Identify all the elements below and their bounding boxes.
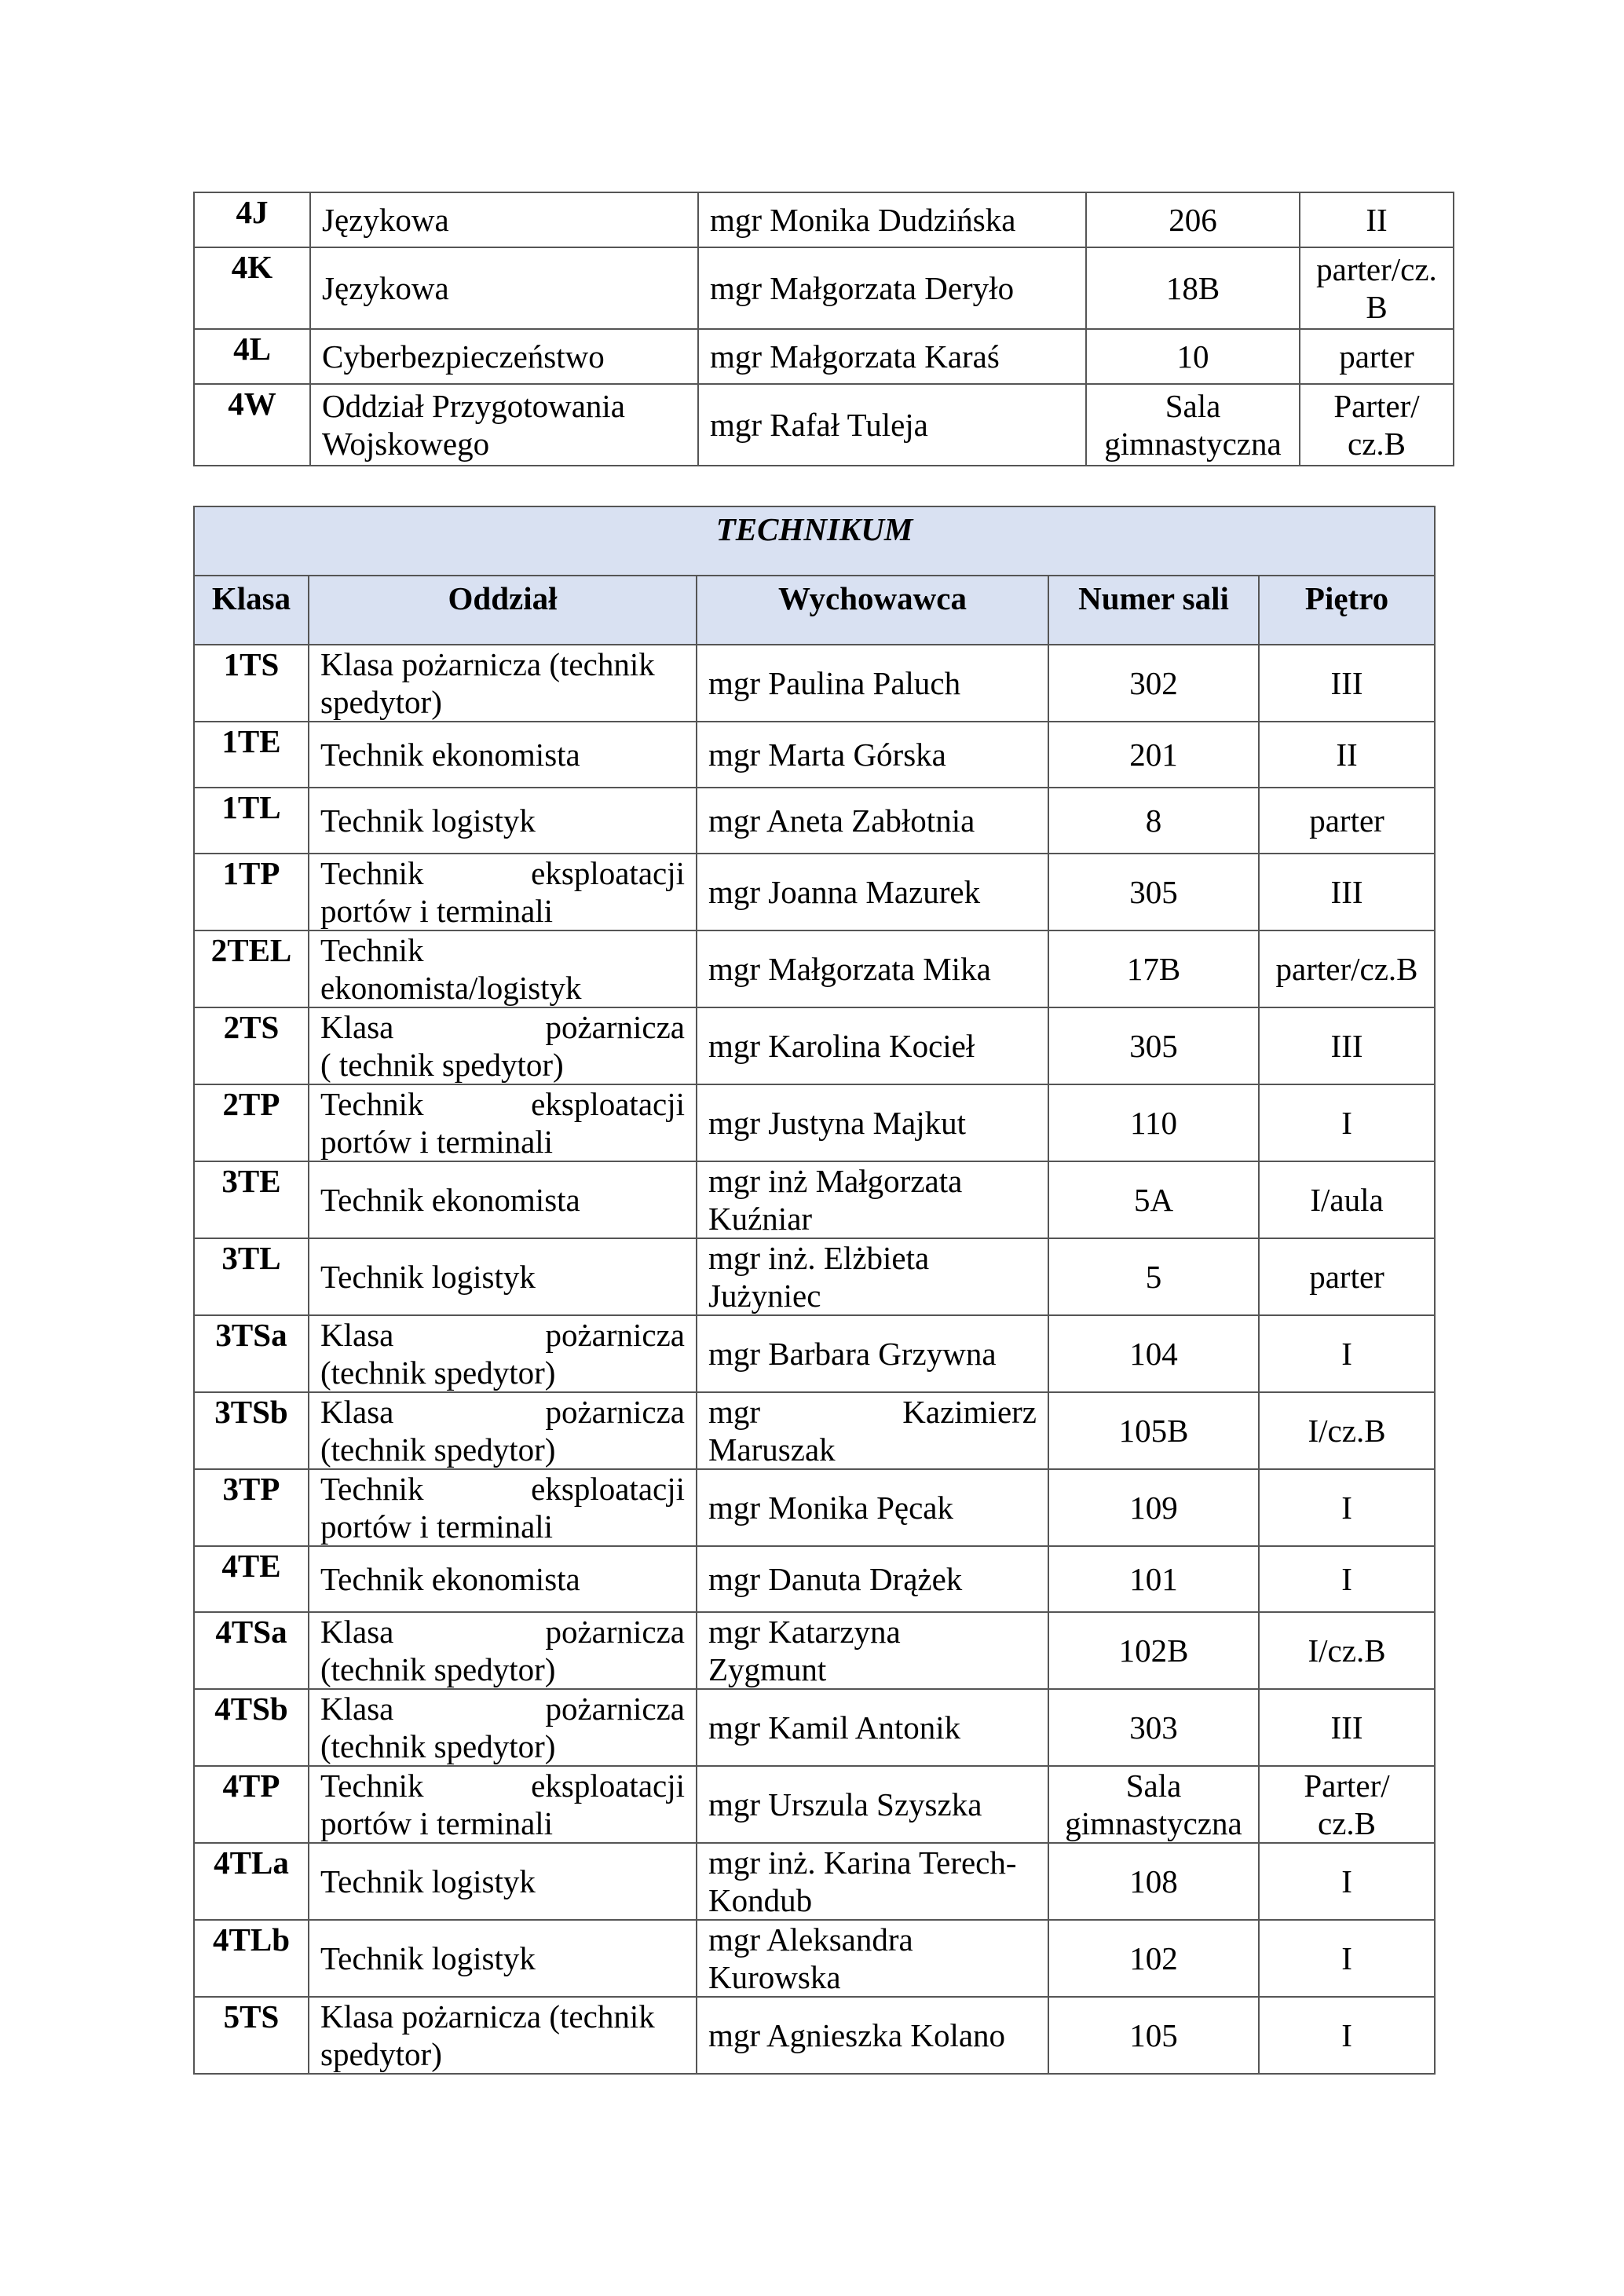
cell-klasa: 4TP [194, 1766, 309, 1843]
cell-klasa: 1TE [194, 722, 309, 788]
cell-pietro-line: parter [1339, 338, 1414, 375]
cell-oddzial [309, 930, 697, 1007]
cell-wychowawca-line: mgr Małgorzata Karaś [710, 338, 1000, 375]
table-row [194, 329, 1454, 384]
cell-wychowawca-line: Kuźniar [708, 1201, 813, 1237]
cell-numer-sali [1048, 1920, 1259, 1997]
technikum-table [193, 506, 1436, 2075]
cell-pietro-line: I [1341, 1105, 1352, 1141]
cell-numer-sali [1048, 1469, 1259, 1546]
cell-wychowawca [697, 930, 1048, 1007]
cell-wychowawca [697, 1546, 1048, 1612]
table-row [194, 722, 1435, 788]
cell-pietro [1259, 1612, 1435, 1689]
cell-pietro [1259, 1007, 1435, 1084]
cell-pietro [1259, 1238, 1435, 1315]
cell-klasa: 3TL [194, 1238, 309, 1315]
cell-wychowawca-line: mgr Joanna Mazurek [708, 874, 981, 910]
cell-pietro-line: parter/cz. [1316, 251, 1437, 287]
table-row [194, 1546, 1435, 1612]
cell-numer-sali [1048, 1546, 1259, 1612]
cell-oddzial [310, 329, 698, 384]
cell-wychowawca-line: Zygmunt [708, 1651, 827, 1687]
cell-oddzial-line: Technik [320, 932, 424, 968]
cell-wychowawca-line: mgr Barbara Grzywna [708, 1336, 997, 1372]
cell-wychowawca-line: Kurowska [708, 1959, 841, 1995]
cell-wychowawca-line: mgr Agnieszka Kolano [708, 2017, 1006, 2053]
cell-numer-sali-line: 17B [1126, 951, 1181, 987]
cell-oddzial [309, 1392, 697, 1469]
cell-pietro [1259, 1843, 1435, 1920]
cell-numer-sali [1086, 247, 1300, 329]
cell-klasa: 2TEL [194, 930, 309, 1007]
cell-oddzial-line: Klasa pożarnicza [320, 1009, 685, 1045]
cell-numer-sali [1048, 722, 1259, 788]
cell-pietro-line: parter [1309, 803, 1384, 839]
cell-wychowawca-line: mgr Małgorzata Mika [708, 951, 991, 987]
cell-pietro [1259, 1161, 1435, 1238]
cell-wychowawca [697, 1920, 1048, 1997]
cell-oddzial [309, 854, 697, 930]
cell-numer-sali-line: 102 [1129, 1940, 1178, 1976]
cell-numer-sali [1048, 1315, 1259, 1392]
header-pietro: Piętro [1259, 576, 1435, 645]
cell-wychowawca [697, 1766, 1048, 1843]
cell-pietro-line: I [1341, 1490, 1352, 1526]
header-klasa: Klasa [194, 576, 309, 645]
cell-numer-sali [1048, 854, 1259, 930]
table-row [194, 1843, 1435, 1920]
cell-numer-sali-line: Sala [1125, 1768, 1182, 1804]
cell-oddzial-line: Technik logistyk [320, 1259, 536, 1295]
cell-wychowawca-line: mgr inż. Elżbieta [708, 1240, 930, 1276]
technikum-title: TECHNIKUM [194, 506, 1435, 576]
cell-pietro-line: III [1330, 1709, 1363, 1746]
cell-wychowawca [698, 329, 1086, 384]
cell-numer-sali [1048, 1997, 1259, 2074]
cell-numer-sali [1086, 192, 1300, 247]
table-row [194, 247, 1454, 329]
cell-numer-sali [1086, 329, 1300, 384]
cell-pietro [1259, 1689, 1435, 1766]
cell-numer-sali-line: 201 [1129, 737, 1178, 773]
cell-wychowawca [697, 1084, 1048, 1161]
cell-pietro [1259, 722, 1435, 788]
cell-numer-sali [1048, 1007, 1259, 1084]
cell-oddzial-line: Oddział Przygotowania [322, 388, 625, 424]
cell-klasa: 2TS [194, 1007, 309, 1084]
cell-oddzial-line: Technik eksploatacji [320, 1768, 685, 1804]
cell-klasa: 4W [194, 384, 310, 466]
cell-klasa: 4J [194, 192, 310, 247]
cell-klasa: 4TLa [194, 1843, 309, 1920]
cell-numer-sali [1048, 1612, 1259, 1689]
cell-numer-sali-line: 305 [1129, 1028, 1178, 1064]
cell-pietro-line: I [1341, 1336, 1352, 1372]
cell-numer-sali-line: 104 [1129, 1336, 1178, 1372]
cell-oddzial-line: Technik logistyk [320, 1863, 536, 1899]
cell-numer-sali-line: 5A [1133, 1182, 1174, 1218]
cell-klasa: 4TSb [194, 1689, 309, 1766]
cell-numer-sali-line: 18B [1165, 270, 1220, 306]
table-row [194, 854, 1435, 930]
cell-oddzial-line: portów i terminali [320, 1805, 554, 1841]
cell-numer-sali-line: 108 [1129, 1863, 1178, 1899]
cell-pietro-line: I [1341, 1561, 1352, 1597]
cell-pietro-line: cz.B [1348, 426, 1406, 462]
cell-pietro [1259, 1315, 1435, 1392]
table-row [194, 1997, 1435, 2074]
cell-wychowawca [697, 1843, 1048, 1920]
cell-pietro-line: III [1330, 1028, 1363, 1064]
cell-numer-sali [1048, 645, 1259, 722]
cell-pietro-line: I/cz.B [1308, 1413, 1386, 1449]
cell-numer-sali-line: 8 [1145, 803, 1162, 839]
cell-oddzial-line: Klasa pożarnicza (technik [320, 646, 655, 682]
cell-wychowawca-line: mgr Monika Pęcak [708, 1490, 953, 1526]
cell-oddzial [309, 1007, 697, 1084]
cell-pietro [1259, 1546, 1435, 1612]
cell-wychowawca [697, 854, 1048, 930]
cell-klasa: 4TSa [194, 1612, 309, 1689]
cell-oddzial-line: Technik logistyk [320, 803, 536, 839]
table-row [194, 1007, 1435, 1084]
cell-pietro-line: I/cz.B [1308, 1632, 1386, 1669]
cell-oddzial-line: portów i terminali [320, 893, 554, 929]
cell-oddzial-line: Wojskowego [322, 426, 490, 462]
cell-oddzial-line: Językowa [322, 202, 449, 238]
cell-pietro-line: I/aula [1310, 1182, 1384, 1218]
cell-pietro-line: I [1341, 2017, 1352, 2053]
cell-numer-sali-line: 110 [1130, 1105, 1177, 1141]
cell-pietro [1300, 247, 1454, 329]
cell-wychowawca-line: Jużyniec [708, 1278, 821, 1314]
cell-pietro-line: III [1330, 665, 1363, 701]
cell-wychowawca-line: Maruszak [708, 1431, 836, 1468]
cell-wychowawca-line: mgr inż Małgorzata [708, 1163, 963, 1199]
cell-wychowawca-line: mgr Aleksandra [708, 1921, 913, 1958]
cell-pietro-line: I [1341, 1940, 1352, 1976]
cell-oddzial-line: Klasa pożarnicza [320, 1614, 685, 1650]
cell-oddzial-line: spedytor) [320, 684, 442, 720]
cell-wychowawca-line: mgr Monika Dudzińska [710, 202, 1016, 238]
cell-wychowawca [697, 1007, 1048, 1084]
table-row [194, 645, 1435, 722]
cell-pietro [1259, 1469, 1435, 1546]
top-class-table [193, 192, 1454, 466]
cell-wychowawca [698, 384, 1086, 466]
cell-pietro-line: B [1366, 289, 1388, 325]
cell-pietro [1259, 1997, 1435, 2074]
cell-klasa: 3TP [194, 1469, 309, 1546]
cell-numer-sali [1048, 1843, 1259, 1920]
cell-numer-sali-line: gimnastyczna [1104, 426, 1282, 462]
cell-wychowawca-line: mgr Urszula Szyszka [708, 1786, 982, 1823]
table-row [194, 384, 1454, 466]
cell-wychowawca [697, 645, 1048, 722]
cell-oddzial-line: portów i terminali [320, 1124, 554, 1160]
cell-klasa: 1TL [194, 788, 309, 854]
cell-oddzial [309, 1920, 697, 1997]
cell-pietro [1259, 645, 1435, 722]
cell-wychowawca [697, 1689, 1048, 1766]
cell-oddzial [310, 384, 698, 466]
cell-numer-sali-line: 302 [1129, 665, 1178, 701]
cell-klasa: 3TE [194, 1161, 309, 1238]
cell-oddzial [310, 247, 698, 329]
table-row [194, 1766, 1435, 1843]
cell-numer-sali [1048, 1084, 1259, 1161]
cell-oddzial [309, 1546, 697, 1612]
cell-wychowawca-line: mgr Karolina Kocieł [708, 1028, 975, 1064]
cell-oddzial [309, 1469, 697, 1546]
cell-wychowawca-line: mgr Katarzyna [708, 1614, 901, 1650]
cell-klasa: 3TSa [194, 1315, 309, 1392]
cell-pietro [1259, 788, 1435, 854]
table-row [194, 1238, 1435, 1315]
cell-wychowawca [697, 722, 1048, 788]
cell-oddzial [309, 1997, 697, 2074]
cell-numer-sali-line: 5 [1145, 1259, 1162, 1295]
cell-oddzial-line: Technik ekonomista [320, 737, 580, 773]
cell-wychowawca-line: mgr inż. Karina Terech- [708, 1844, 1017, 1881]
cell-oddzial-line: spedytor) [320, 2036, 442, 2072]
cell-pietro-line: parter/cz.B [1275, 951, 1418, 987]
table-row [194, 1392, 1435, 1469]
cell-numer-sali-line: 105B [1118, 1413, 1189, 1449]
cell-oddzial-line: Technik eksploatacji [320, 1086, 685, 1122]
cell-numer-sali [1048, 930, 1259, 1007]
cell-numer-sali-line: 102B [1118, 1632, 1189, 1669]
cell-oddzial-line: Klasa pożarnicza (technik [320, 1998, 655, 2035]
cell-numer-sali-line: 101 [1129, 1561, 1178, 1597]
cell-wychowawca [697, 1238, 1048, 1315]
table-row [194, 1469, 1435, 1546]
cell-wychowawca [697, 1469, 1048, 1546]
cell-numer-sali [1048, 788, 1259, 854]
cell-oddzial-line: Technik logistyk [320, 1940, 536, 1976]
table-row [194, 192, 1454, 247]
cell-numer-sali-line: gimnastyczna [1065, 1805, 1242, 1841]
cell-numer-sali-line: 105 [1129, 2017, 1178, 2053]
cell-oddzial-line: Klasa pożarnicza [320, 1394, 685, 1430]
cell-pietro [1259, 1392, 1435, 1469]
cell-oddzial [309, 1766, 697, 1843]
cell-oddzial [309, 1084, 697, 1161]
cell-numer-sali-line: 305 [1129, 874, 1178, 910]
header-numer-sali: Numer sali [1048, 576, 1259, 645]
cell-klasa: 5TS [194, 1997, 309, 2074]
cell-oddzial [309, 1612, 697, 1689]
cell-oddzial-line: (technik spedytor) [320, 1355, 556, 1391]
cell-wychowawca-line: mgr Rafał Tuleja [710, 407, 928, 443]
cell-oddzial [310, 192, 698, 247]
table-row [194, 1161, 1435, 1238]
cell-oddzial-line: Technik ekonomista [320, 1182, 580, 1218]
cell-oddzial-line: Klasa pożarnicza [320, 1691, 685, 1727]
cell-klasa: 4K [194, 247, 310, 329]
cell-oddzial-line: (technik spedytor) [320, 1728, 556, 1764]
cell-klasa: 4TE [194, 1546, 309, 1612]
cell-oddzial [309, 1315, 697, 1392]
cell-oddzial [309, 1843, 697, 1920]
cell-klasa: 4L [194, 329, 310, 384]
cell-wychowawca-line: Kondub [708, 1882, 813, 1918]
table-row [194, 1612, 1435, 1689]
cell-oddzial [309, 1161, 697, 1238]
cell-oddzial-line: (technik spedytor) [320, 1431, 556, 1468]
cell-pietro-line: II [1336, 737, 1358, 773]
cell-oddzial-line: portów i terminali [320, 1508, 554, 1545]
cell-numer-sali [1048, 1689, 1259, 1766]
cell-pietro [1300, 329, 1454, 384]
cell-numer-sali [1048, 1766, 1259, 1843]
cell-wychowawca-line: mgr Kazimierz [708, 1394, 1037, 1430]
cell-oddzial-line: Językowa [322, 270, 449, 306]
cell-klasa: 3TSb [194, 1392, 309, 1469]
cell-pietro [1300, 192, 1454, 247]
cell-numer-sali [1086, 384, 1300, 466]
table-row [194, 1920, 1435, 1997]
cell-wychowawca-line: mgr Marta Górska [708, 737, 946, 773]
cell-pietro [1259, 854, 1435, 930]
cell-oddzial [309, 1689, 697, 1766]
cell-wychowawca [697, 788, 1048, 854]
cell-klasa: 1TP [194, 854, 309, 930]
cell-wychowawca-line: mgr Justyna Majkut [708, 1105, 966, 1141]
cell-pietro [1259, 1766, 1435, 1843]
cell-numer-sali-line: 206 [1169, 202, 1217, 238]
table-row [194, 788, 1435, 854]
header-oddzial: Oddział [309, 576, 697, 645]
table-row [194, 1084, 1435, 1161]
cell-numer-sali [1048, 1238, 1259, 1315]
cell-wychowawca-line: mgr Kamil Antonik [708, 1709, 961, 1746]
cell-pietro-line: II [1366, 202, 1388, 238]
cell-oddzial-line: Klasa pożarnicza [320, 1317, 685, 1353]
cell-pietro-line: Parter/ [1304, 1768, 1390, 1804]
cell-wychowawca-line: mgr Danuta Drążek [708, 1561, 963, 1597]
cell-pietro-line: I [1341, 1863, 1352, 1899]
cell-klasa: 4TLb [194, 1920, 309, 1997]
cell-oddzial-line: Technik eksploatacji [320, 1471, 685, 1507]
cell-numer-sali-line: 10 [1176, 338, 1209, 375]
cell-oddzial [309, 722, 697, 788]
cell-pietro-line: Parter/ [1333, 388, 1420, 424]
cell-numer-sali-line: 303 [1129, 1709, 1178, 1746]
cell-pietro [1259, 1084, 1435, 1161]
cell-klasa: 2TP [194, 1084, 309, 1161]
cell-oddzial-line: Technik eksploatacji [320, 855, 685, 891]
cell-wychowawca [698, 192, 1086, 247]
cell-wychowawca [697, 1997, 1048, 2074]
cell-wychowawca [697, 1612, 1048, 1689]
cell-wychowawca [697, 1161, 1048, 1238]
cell-wychowawca-line: mgr Aneta Zabłotnia [708, 803, 975, 839]
cell-pietro-line: III [1330, 874, 1363, 910]
cell-wychowawca-line: mgr Małgorzata Deryło [710, 270, 1015, 306]
cell-oddzial-line: Technik ekonomista [320, 1561, 580, 1597]
cell-pietro-line: cz.B [1318, 1805, 1377, 1841]
cell-wychowawca [697, 1392, 1048, 1469]
cell-wychowawca-line: mgr Paulina Paluch [708, 665, 961, 701]
cell-numer-sali-line: Sala [1165, 388, 1221, 424]
cell-oddzial [309, 788, 697, 854]
cell-pietro [1300, 384, 1454, 466]
cell-pietro-line: parter [1309, 1259, 1384, 1295]
cell-oddzial-line: (technik spedytor) [320, 1651, 556, 1687]
table-row [194, 1689, 1435, 1766]
cell-wychowawca [698, 247, 1086, 329]
cell-klasa: 1TS [194, 645, 309, 722]
cell-pietro [1259, 930, 1435, 1007]
cell-oddzial-line: ( technik spedytor) [320, 1047, 564, 1083]
cell-numer-sali [1048, 1392, 1259, 1469]
table-row [194, 930, 1435, 1007]
cell-oddzial-line: Cyberbezpieczeństwo [322, 338, 605, 375]
cell-oddzial [309, 1238, 697, 1315]
table-row [194, 1315, 1435, 1392]
header-wychowawca: Wychowawca [697, 576, 1048, 645]
cell-oddzial [309, 645, 697, 722]
cell-numer-sali-line: 109 [1129, 1490, 1178, 1526]
cell-oddzial-line: ekonomista/logistyk [320, 970, 582, 1006]
cell-numer-sali [1048, 1161, 1259, 1238]
cell-pietro [1259, 1920, 1435, 1997]
cell-wychowawca [697, 1315, 1048, 1392]
